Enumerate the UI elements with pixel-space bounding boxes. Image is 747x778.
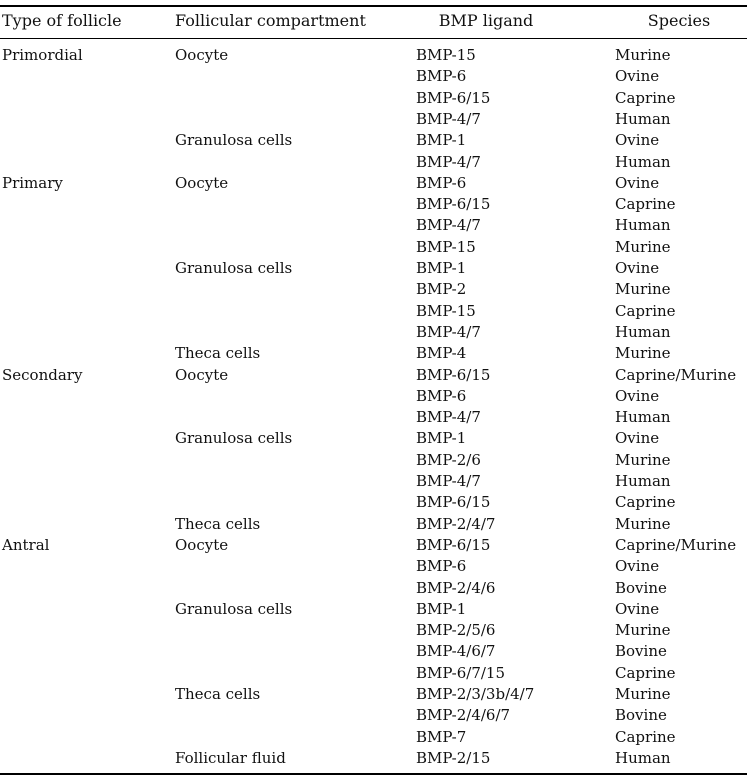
table-header-row	[0, 8, 747, 34]
cell-bmp-ligand: BMP-6	[416, 67, 467, 86]
header-bmp-ligand: BMP ligand	[438, 11, 534, 30]
cell-bmp-ligand: BMP-2/3/3b/4/7	[416, 685, 535, 703]
cell-bmp-ligand: BMP-15	[416, 237, 476, 256]
table-row	[0, 450, 747, 471]
cell-bmp-ligand: BMP-15	[416, 301, 476, 320]
cell-species: Murine	[615, 685, 671, 703]
cell-species: Ovine	[615, 429, 660, 448]
cell-follicular-compartment: Theca cells	[175, 514, 261, 533]
cell-species: Caprine	[615, 493, 676, 512]
cell-bmp-ligand: BMP-4/7	[416, 216, 481, 235]
cell-type-of-follicle: Primordial	[2, 46, 83, 64]
cell-follicular-compartment: Granulosa cells	[175, 429, 293, 448]
cell-species: Ovine	[615, 557, 660, 576]
cell-follicular-compartment: Granulosa cells	[175, 259, 293, 277]
cell-species: Murine	[615, 514, 671, 533]
cell-species: Human	[615, 472, 671, 490]
cell-species: Caprine	[615, 663, 676, 682]
cell-species: Ovine	[615, 259, 660, 277]
cell-species: Ovine	[615, 131, 660, 150]
cell-species: Caprine	[615, 727, 676, 746]
cell-species: Murine	[615, 46, 671, 64]
cell-follicular-compartment: Oocyte	[175, 46, 229, 64]
table-row	[0, 194, 747, 215]
cell-bmp-ligand: BMP-2/4/6/7	[416, 706, 511, 725]
cell-species: Human	[615, 322, 671, 341]
cell-type-of-follicle: Antral	[2, 535, 50, 554]
cell-bmp-ligand: BMP-2/6	[416, 450, 481, 469]
cell-bmp-ligand: BMP-6/15	[416, 88, 491, 107]
table-row	[0, 88, 747, 109]
cell-bmp-ligand: BMP-6	[416, 173, 467, 192]
cell-follicular-compartment: Follicular fluid	[175, 748, 286, 767]
table-row	[0, 258, 747, 279]
table-row	[0, 492, 747, 513]
cell-species: Bovine	[615, 578, 667, 597]
cell-species: Human	[615, 109, 671, 128]
table-row	[0, 386, 747, 407]
table-row	[0, 620, 747, 641]
cell-species: Human	[615, 216, 671, 235]
cell-follicular-compartment: Oocyte	[175, 535, 229, 554]
cell-species: Ovine	[615, 386, 660, 405]
cell-bmp-ligand: BMP-6/15	[416, 365, 491, 384]
cell-species: Ovine	[615, 173, 660, 192]
table-row	[0, 130, 747, 151]
header-species: Species	[647, 11, 711, 30]
table-row	[0, 599, 747, 620]
cell-follicular-compartment: Granulosa cells	[175, 131, 293, 150]
cell-species: Caprine	[615, 88, 676, 107]
table-row	[0, 684, 747, 705]
header-type-of-follicle: Type of follicle	[2, 11, 122, 30]
cell-bmp-ligand: BMP-1	[416, 599, 467, 618]
cell-follicular-compartment: Oocyte	[175, 173, 229, 192]
cell-bmp-ligand: BMP-7	[416, 727, 467, 746]
table-row	[0, 407, 747, 428]
cell-species: Ovine	[615, 67, 660, 86]
cell-bmp-ligand: BMP-1	[416, 131, 467, 150]
table-top-rule	[0, 5, 747, 7]
cell-bmp-ligand: BMP-4/6/7	[416, 642, 496, 661]
cell-species: Human	[615, 408, 671, 427]
header-follicular-compartment: Follicular compartment	[175, 11, 366, 30]
cell-species: Murine	[615, 450, 671, 469]
table-row	[0, 535, 747, 556]
cell-bmp-ligand: BMP-6	[416, 386, 467, 405]
cell-bmp-ligand: BMP-4/7	[416, 472, 481, 490]
table-row	[0, 471, 747, 492]
cell-bmp-ligand: BMP-1	[416, 429, 467, 448]
cell-species: Caprine	[615, 301, 676, 320]
cell-follicular-compartment: Oocyte	[175, 365, 229, 384]
table-row	[0, 748, 747, 769]
cell-species: Caprine	[615, 195, 676, 214]
table-bottom-rule	[0, 773, 747, 775]
table-row	[0, 514, 747, 535]
table-row	[0, 109, 747, 130]
table-row	[0, 237, 747, 258]
table-row	[0, 215, 747, 236]
cell-type-of-follicle: Secondary	[2, 365, 83, 384]
cell-bmp-ligand: BMP-2	[416, 280, 467, 299]
table-row	[0, 152, 747, 173]
cell-bmp-ligand: BMP-2/15	[416, 748, 491, 767]
cell-follicular-compartment: Theca cells	[175, 344, 261, 363]
table-row	[0, 428, 747, 449]
cell-follicular-compartment: Theca cells	[175, 685, 261, 703]
cell-bmp-ligand: BMP-4	[416, 344, 467, 363]
table-row	[0, 705, 747, 726]
cell-bmp-ligand: BMP-6/15	[416, 535, 491, 554]
cell-species: Human	[615, 748, 671, 767]
cell-species: Bovine	[615, 706, 667, 725]
cell-bmp-ligand: BMP-6/15	[416, 195, 491, 214]
cell-bmp-ligand: BMP-4/7	[416, 408, 481, 427]
cell-species: Caprine/Murine	[615, 365, 737, 384]
cell-bmp-ligand: BMP-6/7/15	[416, 663, 506, 682]
table-row	[0, 365, 747, 386]
table-row	[0, 641, 747, 662]
cell-bmp-ligand: BMP-6	[416, 557, 467, 576]
table-row	[0, 556, 747, 577]
cell-species: Bovine	[615, 642, 667, 661]
table-row	[0, 173, 747, 194]
table-row	[0, 343, 747, 364]
cell-bmp-ligand: BMP-4/7	[416, 322, 481, 341]
cell-bmp-ligand: BMP-6/15	[416, 493, 491, 512]
cell-species: Caprine/Murine	[615, 535, 737, 554]
cell-bmp-ligand: BMP-1	[416, 259, 467, 277]
cell-species: Human	[615, 152, 671, 171]
cell-bmp-ligand: BMP-4/7	[416, 152, 481, 171]
table-row	[0, 727, 747, 748]
table-row	[0, 45, 747, 66]
cell-bmp-ligand: BMP-2/4/6	[416, 578, 496, 597]
cell-bmp-ligand: BMP-2/5/6	[416, 621, 496, 640]
cell-type-of-follicle: Primary	[2, 173, 63, 192]
cell-species: Murine	[615, 344, 671, 363]
cell-bmp-ligand: BMP-2/4/7	[416, 514, 496, 533]
cell-species: Ovine	[615, 599, 660, 618]
table-header-rule	[0, 38, 747, 39]
table-row	[0, 301, 747, 322]
table-row	[0, 663, 747, 684]
cell-species: Murine	[615, 621, 671, 640]
table-row	[0, 279, 747, 300]
table-row	[0, 66, 747, 87]
cell-bmp-ligand: BMP-4/7	[416, 109, 481, 128]
table-row	[0, 578, 747, 599]
cell-bmp-ligand: BMP-15	[416, 46, 476, 64]
table-row	[0, 322, 747, 343]
cell-species: Murine	[615, 280, 671, 299]
cell-species: Murine	[615, 237, 671, 256]
cell-follicular-compartment: Granulosa cells	[175, 599, 293, 618]
